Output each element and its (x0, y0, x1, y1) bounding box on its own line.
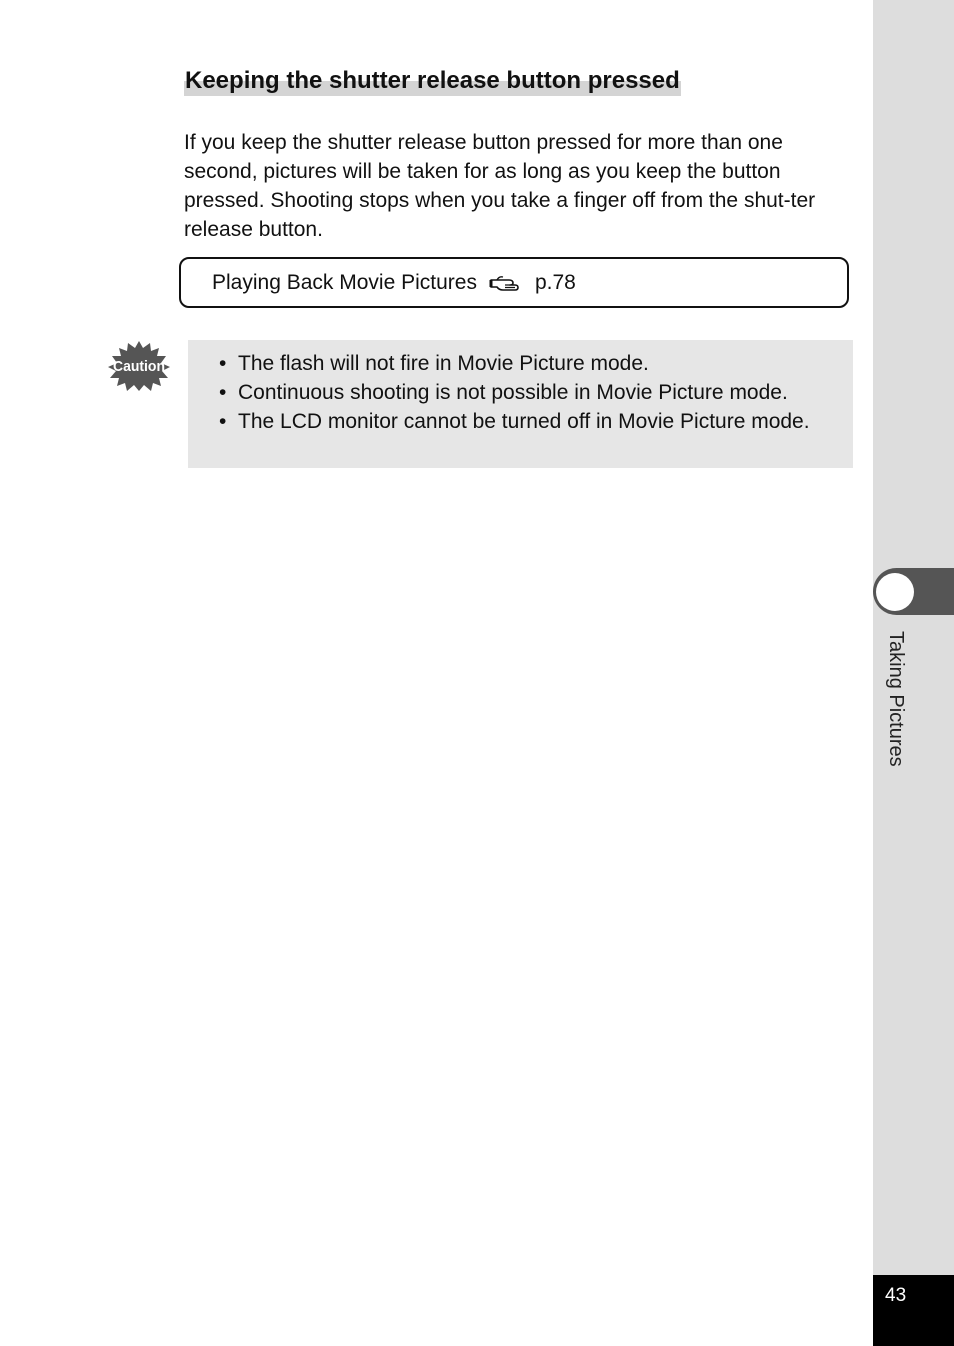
caution-badge-label: Caution (113, 358, 165, 375)
caution-icon (106, 340, 172, 392)
caution-item: • The LCD monitor cannot be turned off in Movie Picture mode. (219, 407, 849, 436)
hand-pointer-icon (489, 273, 523, 293)
reference-box (179, 257, 849, 308)
reference-label: Playing Back Movie Pictures (212, 270, 477, 294)
body-paragraph: If you keep the shutter release button pressed for more than one second, pictures will be taken for as long as you keep the button pressed. Shooting stops when you take a finger off from the shut-ter release button. (184, 131, 816, 241)
page-number-box (873, 1275, 954, 1346)
page-number: 43 (885, 1285, 907, 1306)
caution-item: • The flash will not fire in Movie Picture mode. (219, 349, 849, 378)
caution-item: • Continuous shooting is not possible in Movie Picture mode. (219, 378, 849, 407)
caution-list (219, 340, 849, 436)
caution-badge (106, 340, 172, 392)
section-heading: Keeping the shutter release button pressed (185, 67, 680, 94)
chapter-marker (876, 573, 914, 611)
reference-page: p.78 (534, 270, 576, 294)
chapter-label: Taking Pictures (885, 631, 907, 767)
caution-box (188, 340, 853, 468)
